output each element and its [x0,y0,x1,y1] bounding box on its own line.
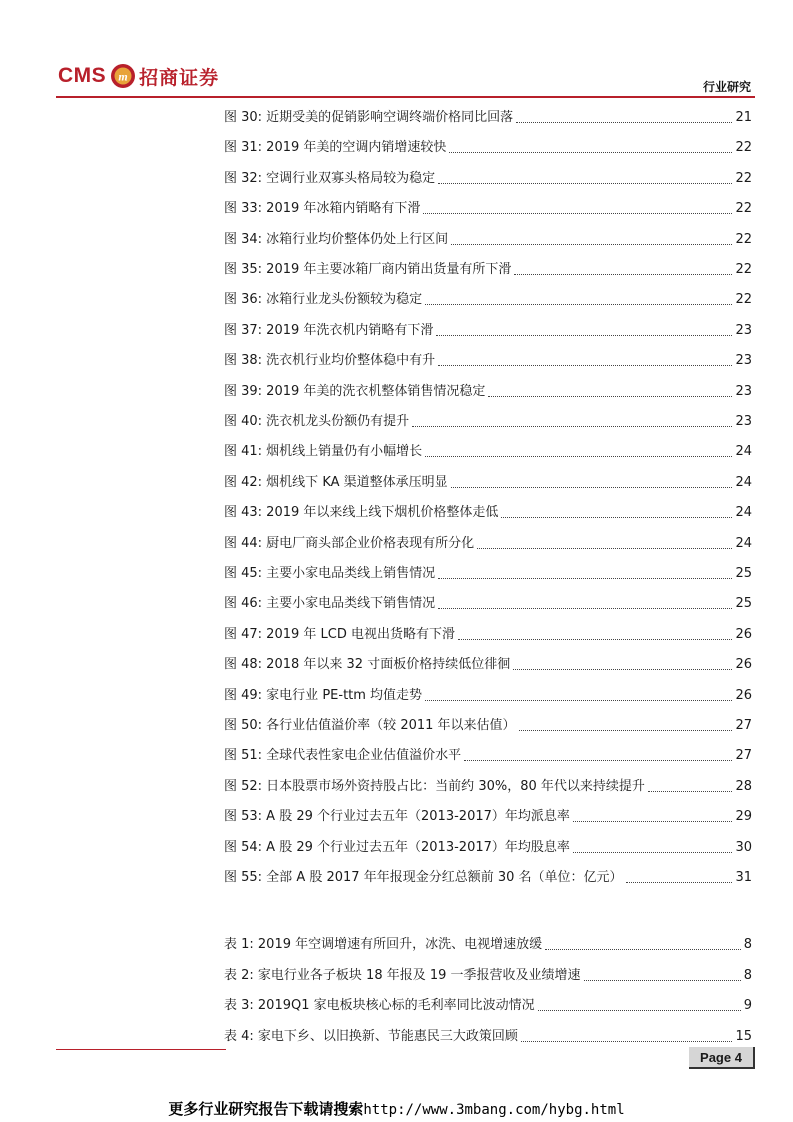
figure-entry[interactable] [224,134,752,156]
entry-title: 图 42: 烟机线下 KA 渠道整体承压明显 [224,474,448,490]
entry-page-number: 23 [735,322,752,338]
table-entry[interactable] [224,1023,752,1045]
entry-title: 图 37: 2019 年洗衣机内销略有下滑 [224,322,434,338]
dot-leader [513,669,732,670]
entry-page-number: 29 [735,809,752,825]
figure-entry[interactable] [224,742,752,764]
entry-page-number: 23 [735,353,752,369]
svg-text:m: m [118,69,128,84]
dot-leader [521,1041,733,1042]
dot-leader [538,1010,741,1011]
figure-entry[interactable] [224,195,752,217]
entry-title: 表 3: 2019Q1 家电板块核心标的毛利率同比波动情况 [224,998,535,1013]
dot-leader [545,949,741,950]
entry-title: 图 30: 近期受美的促销影响空调终端价格同比回落 [224,110,514,125]
entry-title: 表 1: 2019 年空调增速有所回升，冰洗、电视增速放缓 [224,937,543,952]
figure-entry[interactable] [224,560,752,582]
entry-title: 图 47: 2019 年 LCD 电视出货略有下滑 [224,626,455,642]
entry-title: 图 43: 2019 年以来线上线下烟机价格整体走低 [224,505,499,521]
figure-entry[interactable] [224,165,752,187]
figure-entry[interactable] [224,226,752,248]
entry-title: 图 34: 冰箱行业均价整体仍处上行区间 [224,231,449,247]
entry-page-number: 24 [735,444,752,460]
download-url[interactable]: http://www.3mbang.com/hybg.html [363,1102,625,1118]
entry-page-number: 21 [735,110,752,125]
entry-title: 图 44: 厨电厂商头部企业价格表现有所分化 [224,535,475,551]
dot-leader [425,304,732,305]
dot-leader [438,608,732,609]
dot-leader [648,791,733,792]
entry-page-number: 22 [735,140,752,156]
section-label: 行业研究 [702,80,751,94]
entry-title: 图 38: 洗衣机行业均价整体稳中有升 [224,353,436,369]
dot-leader [438,365,732,366]
figure-entry[interactable] [224,834,752,856]
figure-entry[interactable] [224,803,752,825]
entry-title: 图 36: 冰箱行业龙头份额较为稳定 [224,292,423,308]
entry-title: 图 45: 主要小家电品类线上销售情况 [224,566,436,581]
entry-title: 图 48: 2018 年以来 32 寸面板价格持续低位徘徊 [224,657,511,673]
figure-entry[interactable] [224,104,752,126]
dot-leader [438,578,732,579]
table-entry[interactable] [224,962,752,984]
download-note [0,1098,793,1119]
entry-page-number: 24 [735,505,752,521]
entry-title: 图 46: 主要小家电品类线下销售情况 [224,596,436,612]
figure-entry[interactable] [224,530,752,552]
figure-entry[interactable] [224,773,752,795]
company-logo [58,60,219,92]
entry-title: 图 40: 洗衣机龙头份额仍有提升 [224,414,410,429]
entry-page-number: 30 [735,839,752,855]
entry-title: 图 50: 各行业估值溢价率（较 2011 年以来估值） [224,718,516,733]
dot-leader [464,760,732,761]
dot-leader [477,548,732,549]
entry-page-number: 8 [743,967,752,983]
entry-title: 图 55: 全部 A 股 2017 年年报现金分红总额前 30 名（单位：亿元） [224,870,623,885]
dot-leader [425,456,732,457]
figure-entry[interactable] [224,438,752,460]
figure-entry[interactable] [224,286,752,308]
dot-leader [488,396,732,397]
dot-leader [436,335,732,336]
dot-leader [573,821,733,822]
dot-leader [423,213,732,214]
page-number: Page 4 [689,1047,755,1069]
entry-title: 图 49: 家电行业 PE-ttm 均值走势 [224,687,423,703]
figure-entry[interactable] [224,347,752,369]
entry-page-number: 22 [735,292,752,308]
dot-leader [516,122,732,123]
figure-entry[interactable] [224,651,752,673]
dot-leader [501,517,732,518]
dot-leader [584,980,741,981]
dot-leader [438,183,732,184]
figure-entry[interactable] [224,621,752,643]
header-divider [56,96,755,98]
figure-entry[interactable] [224,408,752,430]
entry-page-number: 9 [743,998,752,1013]
footer-divider [56,1049,226,1050]
entry-page-number: 26 [735,657,752,673]
entry-title: 图 53: A 股 29 个行业过去五年（2013-2017）年均派息率 [224,809,570,825]
entry-page-number: 26 [735,687,752,703]
dot-leader [425,700,732,701]
figure-entry[interactable] [224,682,752,704]
dot-leader [573,852,733,853]
entry-title: 图 33: 2019 年冰箱内销略有下滑 [224,201,421,217]
entry-page-number: 22 [735,201,752,217]
figure-entry[interactable] [224,712,752,734]
entry-page-number: 28 [735,778,752,794]
entry-page-number: 23 [735,383,752,399]
entry-page-number: 22 [735,262,752,277]
entry-page-number: 24 [735,535,752,551]
logo-chinese-name: 招商证券 [139,66,220,89]
dot-leader [458,639,732,640]
entry-page-number: 27 [735,748,752,764]
entry-title: 图 32: 空调行业双寡头格局较为稳定 [224,170,436,186]
figure-entry[interactable] [224,590,752,612]
figure-entry[interactable] [224,499,752,521]
table-entry[interactable] [224,931,752,953]
entry-page-number: 15 [735,1028,752,1044]
entry-page-number: 27 [735,718,752,733]
entry-title: 图 52: 日本股票市场外资持股占比：当前约 30%，80 年代以来持续提升 [224,778,645,794]
entry-title: 图 41: 烟机线上销量仍有小幅增长 [224,444,423,460]
dot-leader [514,274,732,275]
entry-page-number: 31 [735,870,752,885]
logo-text: CMS [58,64,107,87]
dot-leader [519,730,733,731]
figure-entry[interactable] [224,469,752,491]
entry-page-number: 24 [735,474,752,490]
figure-entry[interactable] [224,256,752,278]
dot-leader [412,426,732,427]
dot-leader [451,487,733,488]
entry-page-number: 25 [735,566,752,581]
entry-page-number: 8 [743,937,752,952]
entry-page-number: 22 [735,231,752,247]
figure-entry[interactable] [224,864,752,886]
entry-title: 图 35: 2019 年主要冰箱厂商内销出货量有所下滑 [224,262,512,277]
entry-page-number: 25 [735,596,752,612]
entry-title: 图 31: 2019 年美的空调内销增速较快 [224,140,447,156]
dot-leader [451,244,732,245]
table-entry[interactable] [224,992,752,1014]
entry-title: 表 2: 家电行业各子板块 18 年报及 19 一季报营收及业绩增速 [224,967,581,983]
logo-emblem-icon [110,63,136,89]
entry-title: 图 54: A 股 29 个行业过去五年（2013-2017）年均股息率 [224,839,570,855]
entry-page-number: 22 [735,170,752,186]
dot-leader [626,882,733,883]
entry-title: 图 39: 2019 年美的洗衣机整体销售情况稳定 [224,383,486,399]
figure-entry[interactable] [224,378,752,400]
figure-entry[interactable] [224,317,752,339]
entry-title: 表 4: 家电下乡、以旧换新、节能惠民三大政策回顾 [224,1028,518,1044]
entry-page-number: 23 [735,414,752,429]
download-note-text: 更多行业研究报告下载请搜索 [168,1100,364,1118]
dot-leader [449,152,732,153]
entry-title: 图 51: 全球代表性家电企业估值溢价水平 [224,748,462,764]
entry-page-number: 26 [735,626,752,642]
